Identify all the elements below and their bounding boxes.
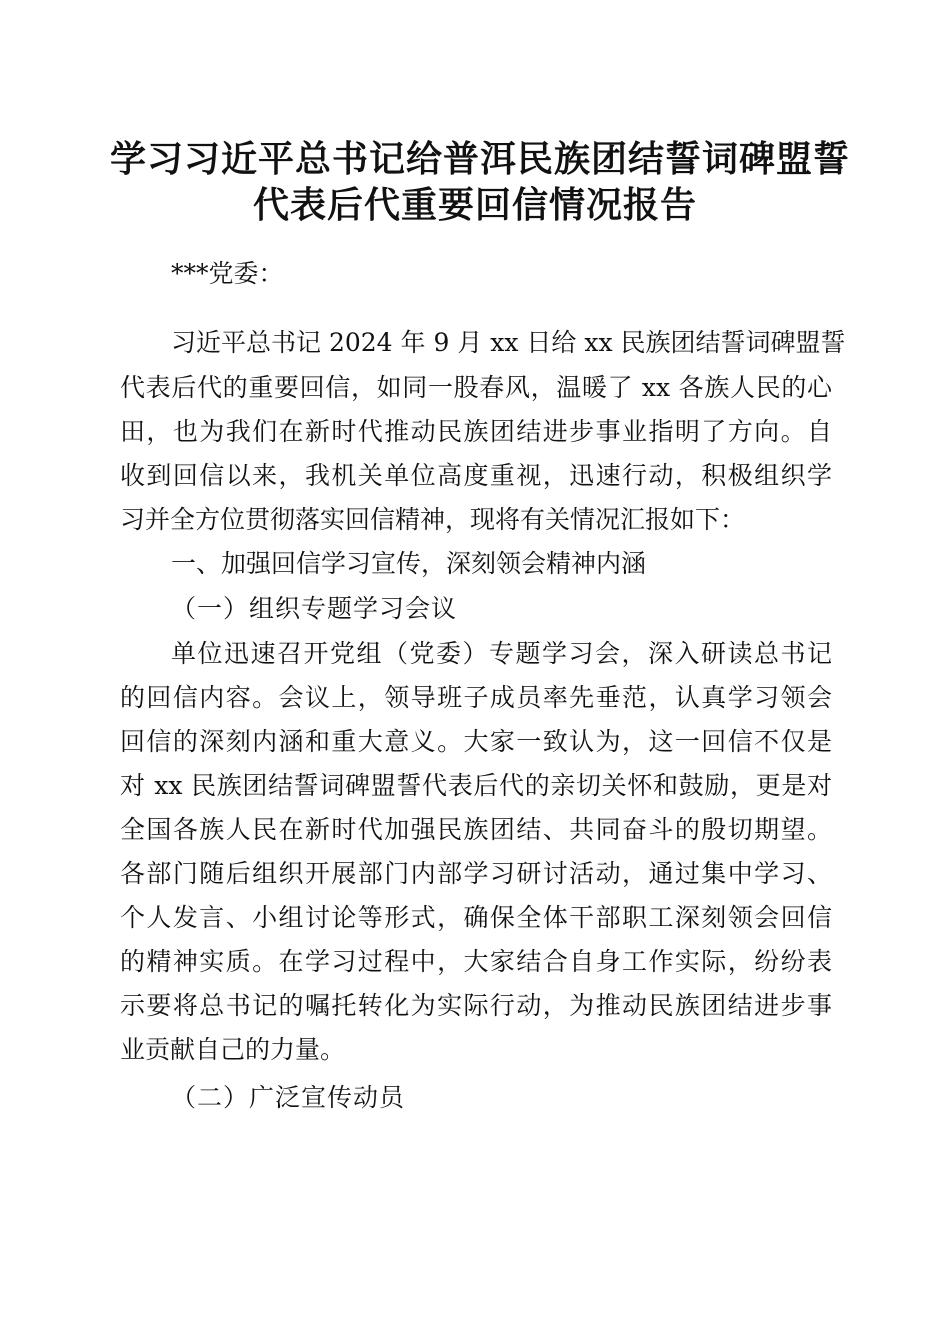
subsection-1-paragraph-line: 全国各族人民在新时代加强民族团结、共同奋斗的殷切期望。 (120, 815, 832, 844)
subsection-1-paragraph-line: 示要将总书记的嘱托转化为实际行动，为推动民族团结进步事 (120, 991, 832, 1020)
intro-paragraph-line: 习近平总书记 2024 年 9 月 xx 日给 xx 民族团结誓词碑盟誓 (171, 328, 846, 357)
subsection-1-paragraph-line: 对 xx 民族团结誓词碑盟誓代表后代的亲切关怀和鼓励，更是对 (120, 771, 832, 800)
subsection-1-paragraph-line: 个人发言、小组讨论等形式，确保全体干部职工深刻领会回信 (120, 903, 832, 932)
document-title-line-1: 学习习近平总书记给普洱民族团结誓词碑盟誓 (110, 139, 851, 180)
subsection-1-heading: （一）组织专题学习会议 (171, 594, 458, 623)
intro-paragraph-line: 田，也为我们在新时代推动民族团结进步事业指明了方向。自 (120, 417, 832, 446)
subsection-2-heading: （二）广泛宣传动员 (171, 1083, 406, 1112)
intro-paragraph-line: 收到回信以来，我机关单位高度重视，迅速行动，积极组织学 (120, 461, 832, 490)
intro-paragraph-line: 习并全方位贯彻落实回信精神，现将有关情况汇报如下： (120, 505, 746, 534)
subsection-1-paragraph-line: 各部门随后组织开展部门内部学习研讨活动，通过集中学习、 (120, 859, 832, 888)
section-1-heading: 一、加强回信学习宣传，深刻领会精神内涵 (171, 549, 647, 578)
subsection-1-paragraph-line: 回信的深刻内涵和重大意义。大家一致认为，这一回信不仅是 (120, 727, 832, 756)
subsection-1-paragraph-line: 单位迅速召开党组（党委）专题学习会，深入研读总书记 (171, 639, 832, 668)
subsection-1-paragraph-line: 的精神实质。在学习过程中，大家结合自身工作实际，纷纷表 (120, 947, 832, 976)
salutation: ***党委： (171, 259, 284, 288)
subsection-1-paragraph-line: 的回信内容。会议上，领导班子成员率先垂范，认真学习领会 (120, 683, 832, 712)
subsection-1-paragraph-line: 业贡献自己的力量。 (120, 1035, 346, 1064)
intro-paragraph-line: 代表后代的重要回信，如同一股春风，温暖了 xx 各族人民的心 (120, 373, 832, 402)
document-title-line-2: 代表后代重要回信情况报告 (252, 185, 697, 226)
